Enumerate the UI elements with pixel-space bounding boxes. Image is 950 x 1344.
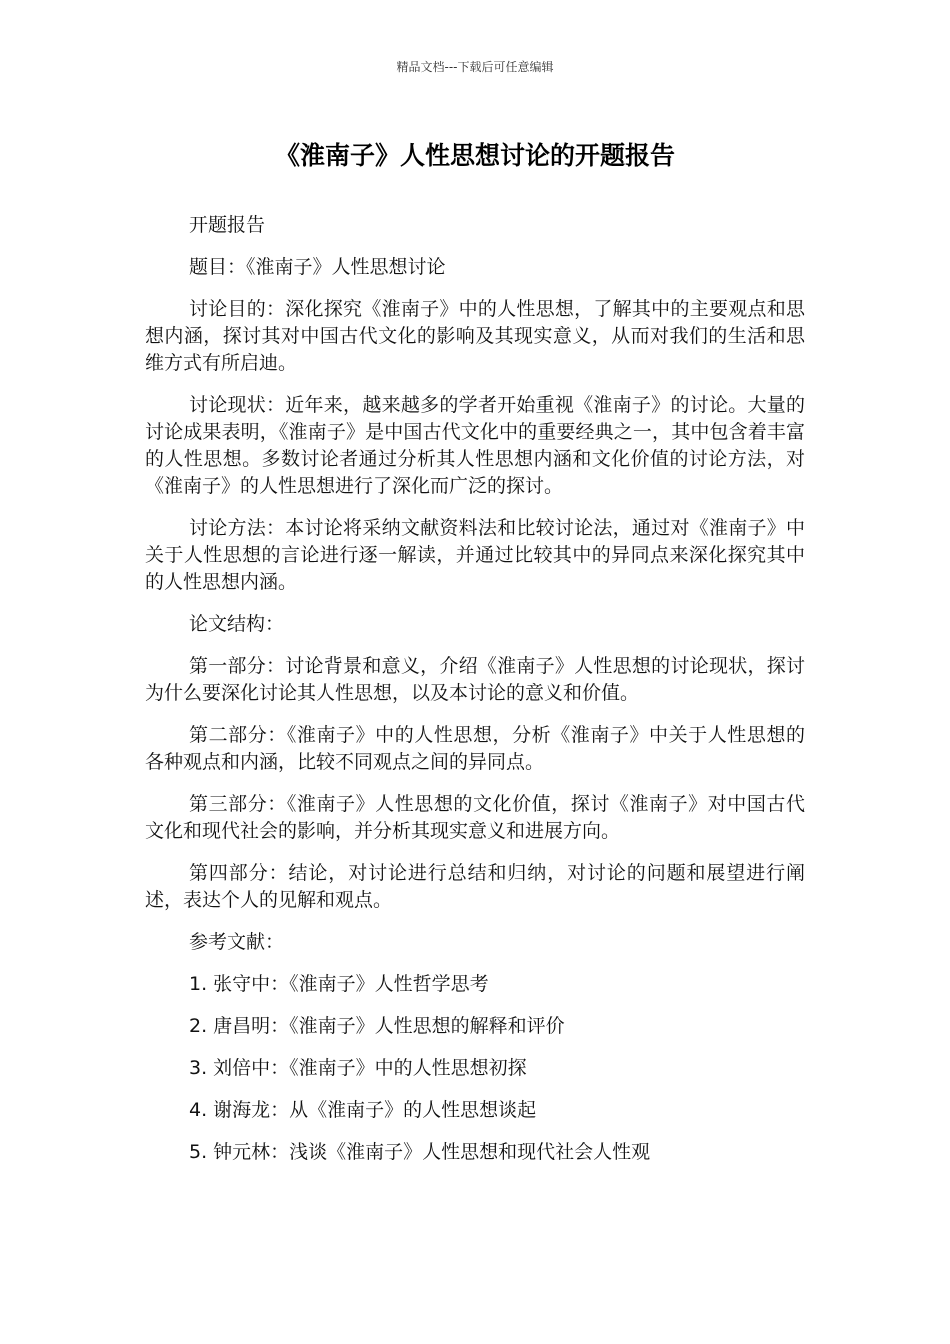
reference-text: 张守中：《淮南子》人性哲学思考 <box>213 973 489 995</box>
reference-number: 3. <box>189 1057 208 1079</box>
reference-number: 5. <box>189 1141 208 1163</box>
reference-item <box>145 1013 805 1040</box>
report-label: 开题报告 <box>189 214 266 236</box>
reference-item <box>145 971 805 998</box>
reference-text: 谢海龙：从《淮南子》的人性思想谈起 <box>213 1099 537 1121</box>
references-label: 参考文献： <box>189 931 285 953</box>
reference-item <box>145 1139 805 1166</box>
method-paragraph: 讨论方法：本讨论将采纳文献资料法和比较讨论法，通过对《淮南子》中关于人性思想的言论进行逐一解读，并通过比较其中的异同点来深化探究其中的人性思想内涵。 <box>145 517 805 593</box>
part-four-paragraph: 第四部分：结论，对讨论进行总结和归纳，对讨论的问题和展望进行阐述，表达个人的见解和观点。 <box>145 862 805 911</box>
reference-number: 1. <box>189 973 208 995</box>
reference-number: 2. <box>189 1015 208 1037</box>
reference-number: 4. <box>189 1099 208 1121</box>
reference-text: 钟元林：浅谈《淮南子》人性思想和现代社会人性观 <box>213 1141 651 1163</box>
part-two-paragraph: 第二部分：《淮南子》中的人性思想，分析《淮南子》中关于人性思想的各种观点和内涵，比较不同观点之间的异同点。 <box>145 724 805 773</box>
part-three-paragraph: 第三部分：《淮南子》人性思想的文化价值，探讨《淮南子》对中国古代文化和现代社会的影响，并分析其现实意义和进展方向。 <box>145 793 805 842</box>
reference-item <box>145 1055 805 1082</box>
topic-paragraph: 题目：《淮南子》人性思想讨论 <box>189 256 446 278</box>
document-title: 《淮南子》人性思想讨论的开题报告 <box>274 141 675 170</box>
purpose-paragraph: 讨论目的：深化探究《淮南子》中的人性思想，了解其中的主要观点和思想内涵，探讨其对中国古代文化的影响及其现实意义，从而对我们的生活和思维方式有所启迪。 <box>145 298 805 374</box>
references-list <box>145 971 805 1166</box>
reference-text: 刘倍中：《淮南子》中的人性思想初探 <box>213 1057 527 1079</box>
header-note: 精品文档---下载后可任意编辑 <box>396 60 554 74</box>
reference-item <box>145 1097 805 1124</box>
reference-text: 唐昌明：《淮南子》人性思想的解释和评价 <box>213 1015 565 1037</box>
status-paragraph: 讨论现状：近年来，越来越多的学者开始重视《淮南子》的讨论。大量的讨论成果表明，《淮南子》是中国古代文化中的重要经典之一，其中包含着丰富的人性思想。多数讨论者通过分析其人性思想内涵和文化价值的讨论方法，对《淮南子》的人性思想进行了深化而广泛的探讨。 <box>145 394 805 497</box>
part-one-paragraph: 第一部分：讨论背景和意义，介绍《淮南子》人性思想的讨论现状，探讨为什么要深化讨论其人性思想，以及本讨论的意义和价值。 <box>145 655 805 704</box>
structure-label: 论文结构： <box>189 613 285 635</box>
document-body <box>145 212 805 1181</box>
